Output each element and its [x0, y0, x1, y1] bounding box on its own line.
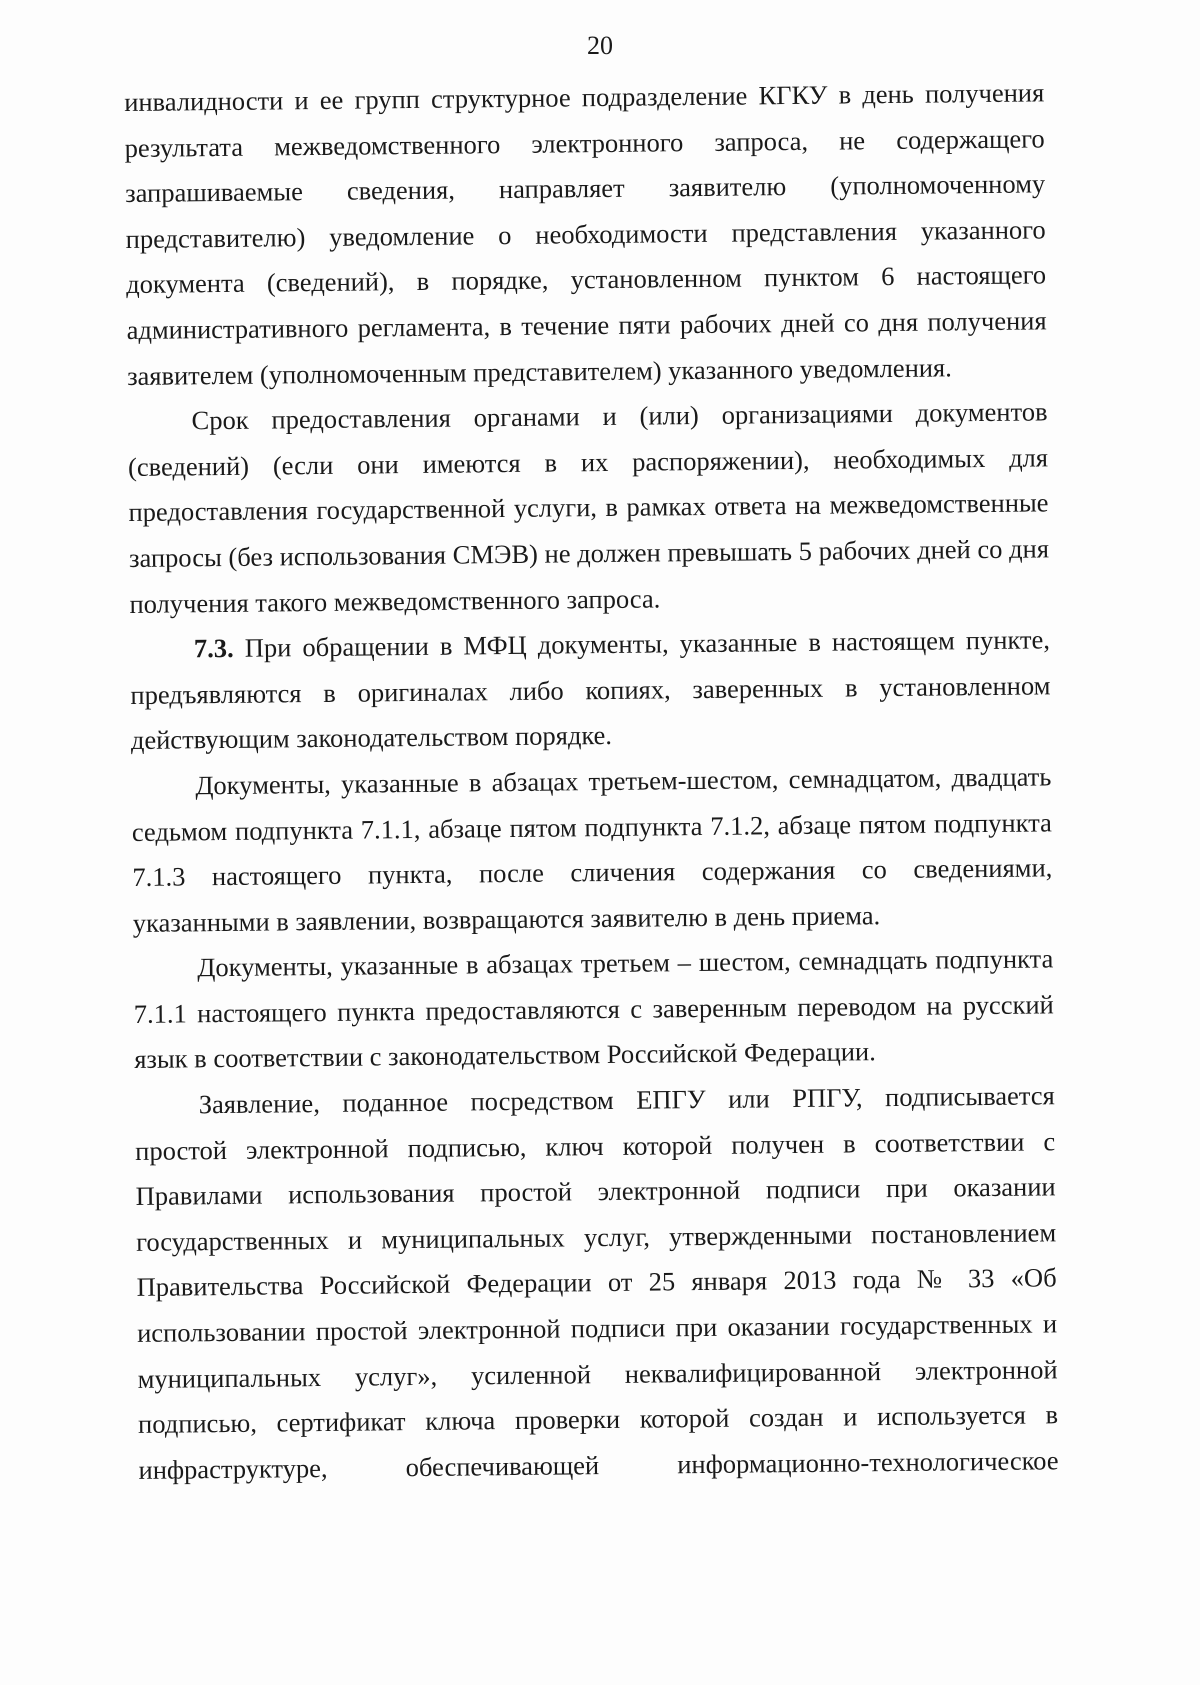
paragraph-deadline: Срок предоставления органами и (или) организациями документов (сведений) (если они имеются в их распоряжении), необходимых для предоставления государственной услуги, в рамках ответа на межведомственные запросы (без использования СМЭВ) не должен превышать 5 рабочих дней со дня получения такого межведомственного запроса. — [127, 396, 1050, 619]
page-number: 20 — [587, 31, 613, 60]
paragraph-continuation: инвалидности и ее групп структурное подразделение КГКУ в день получения результата межведомственного электронного запроса, не содержащего запрашиваемые сведения, направляет заявителю (уполномоченному представителю) уведомление о необходимости представления указанного документа (сведений), в порядке, установленном пунктом 6 настоящего административного регламента, в течение пяти рабочих дней со дня получения заявителем (уполномоченным представителем) указанного уведомления. — [124, 77, 1047, 391]
paragraph-documents-translation: Документы, указанные в абзацах третьем – шестом, семнадцать подпункта 7.1.1 настоящего пункта предоставляются с заверенным переводом на русский язык в соответствии с законодательством Российской Федерации. — [133, 943, 1054, 1075]
paragraph-application-signature: Заявление, поданное посредством ЕПГУ или РПГУ, подписывается простой электронной подписью, ключ которой получен в соответствии с Правилами использования простой электронной подписи при оказании государственных и муниципальных услуг, утвержденными постановлением Правительства Российской Федерации от 25 января 2013 года № 33 «Об использовании простой электронной подписи при оказании государственных и муниципальных услуг», усиленной неквалифицированной электронной подписью, сертификат ключа проверки которой создан и используется в инфраструктуре, обеспечивающей информационно-технологическое — [135, 1080, 1059, 1485]
document-body — [124, 70, 1059, 1493]
paragraph-documents-return: Документы, указанные в абзацах третьем-шестом, семнадцатом, двадцать седьмом подпункта 7.1.1, абзаце пятом подпункта 7.1.2, абзаце пятом подпункта 7.1.3 настоящего пункта, после сличения содержания со сведениями, указанными в заявлении, возвращаются заявителю в день приема. — [131, 761, 1053, 938]
paragraph-7-3-text: При обращении в МФЦ документы, указанные в настоящем пункте, предъявляются в оригиналах либо копиях, заверенных в установленном действующим законодательством порядке. — [130, 624, 1051, 756]
section-number: 7.3. — [193, 633, 234, 664]
paragraph-7-3 — [130, 617, 1051, 763]
